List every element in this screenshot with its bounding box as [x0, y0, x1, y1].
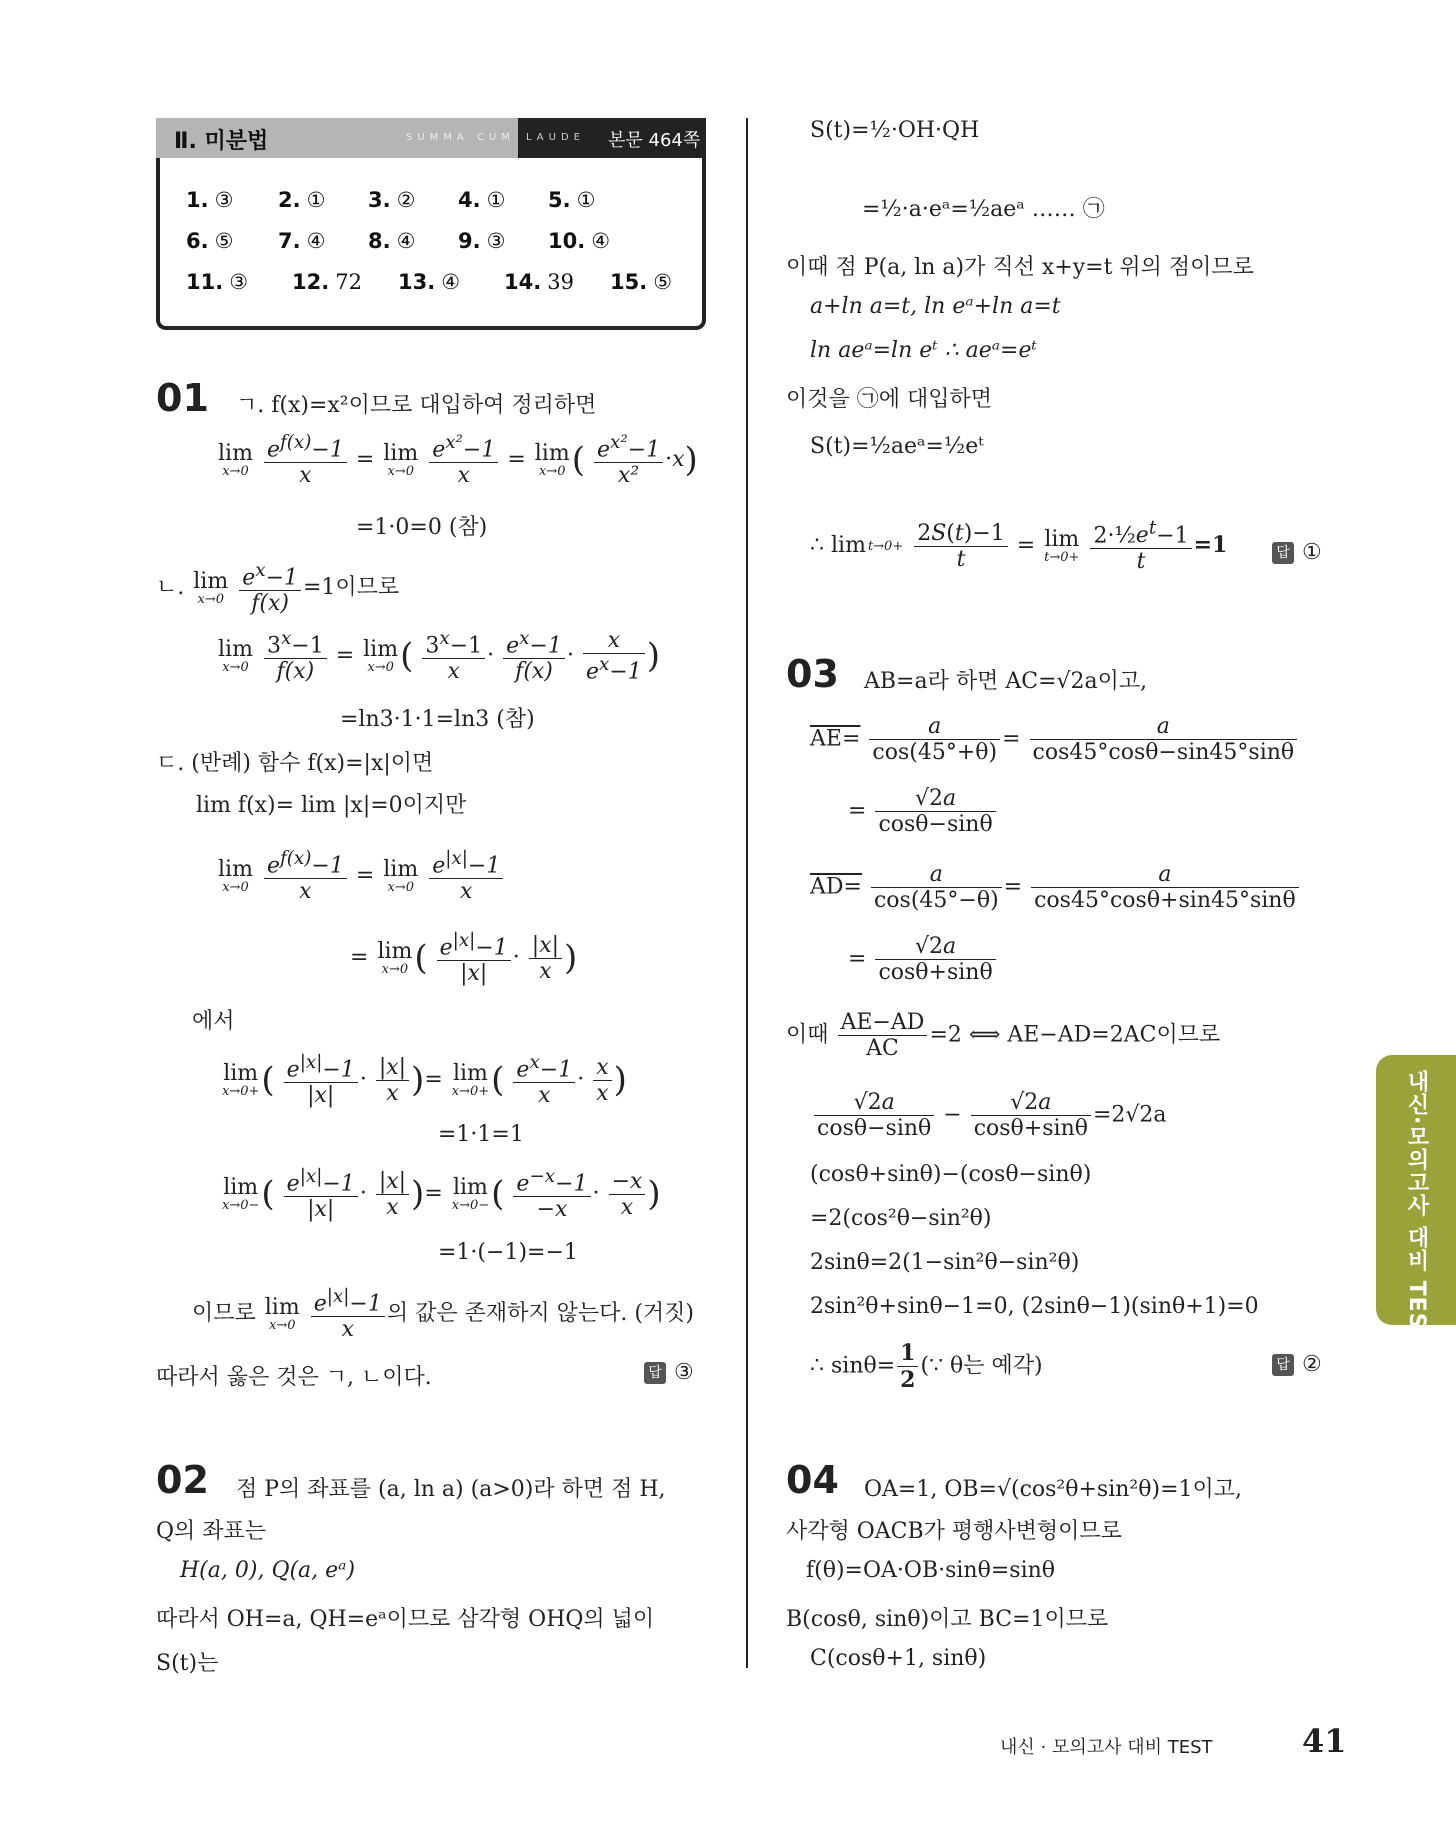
solution-line: 이때 점 P(a, ln a)가 직선 x+y=t 위의 점이므로 — [786, 255, 1254, 280]
answer-item: 12. 72 — [292, 270, 362, 294]
solution-line: C(cosθ+1, sinθ) — [810, 1646, 987, 1671]
equation-line: lim x→0+ ( $\frac{e^{|x|}-1}{|x|}$ · $\frac{|x|}{x}$ )= lim x→0+ ( $\frac{e^x-1}{x}$ · $\frac{x}{x}$ ) — [222, 1052, 627, 1109]
equation-line: AD= $\frac{a}{\cos(45^\circ-\theta)}$ = $\frac{a}{\cos 45^\circ\cos\theta+\sin 45^\circ\sin\theta}$ — [810, 862, 1301, 913]
solution-line: 2sinθ=2(1−sin²θ−sin²θ) — [810, 1250, 1080, 1275]
equation-line: $\frac{√2a}{\cos\theta-\sin\theta}$ − $\frac{√2a}{\cos\theta+\sin\theta}$ =2√2a — [812, 1090, 1167, 1141]
solution-line: OA=1, OB=√(cos²θ+sin²θ)=1이고, — [864, 1477, 1243, 1502]
solution-line: =1·(−1)=−1 — [438, 1240, 578, 1265]
solution-line: =2(cos²θ−sin²θ) — [810, 1206, 992, 1231]
equation-line: = lim x→0 ( $\frac{e^{|x|}-1}{|x|}$ · $\frac{|x|}{x}$ ) — [350, 930, 578, 987]
solution-line: ㄱ. f(x)=x²이므로 대입하여 정리하면 — [236, 393, 597, 418]
column-divider — [746, 118, 748, 1668]
answer-item: 10. ④ — [548, 229, 611, 253]
solution-line: a+ln a=t, ln eᵃ+ln a=t — [810, 294, 1061, 319]
solution-line: Q의 좌표는 — [156, 1519, 267, 1544]
answer-item: 8. ④ — [368, 229, 416, 253]
solution-line: AB=a라 하면 AC=√2a이고, — [864, 669, 1148, 694]
answer-item: 5. ① — [548, 188, 596, 212]
equation-line: = $\frac{√2a}{\cos\theta-\sin\theta}$ — [848, 786, 998, 837]
answer-item: 7. ④ — [278, 229, 326, 253]
answer-item: 11. ③ — [186, 270, 249, 294]
solution-line: 이것을 ㉠에 대입하면 — [786, 387, 993, 412]
equation-line: 이때 $\frac{AE-AD}{AC}$ =2 ⟺ AE−AD=2AC이므로 — [786, 1010, 1221, 1061]
answer-mark-icon: 답 — [644, 1362, 666, 1384]
answer-item: 3. ② — [368, 188, 416, 212]
solution-line: 점 P의 좌표를 (a, ln a) (a>0)라 하면 점 H, — [236, 1477, 666, 1502]
solution-line: 따라서 옳은 것은 ㄱ, ㄴ이다. — [156, 1365, 432, 1390]
reference-page: 본문 464쪽 — [608, 130, 701, 151]
equation-line: lim x→0 $\frac{e^{f(x)}-1}{x}$ = lim x→0 $\frac{e^{|x|}-1}{x}$ — [216, 848, 505, 904]
solution-line: =1·1=1 — [438, 1122, 524, 1147]
equation-line: 이므로 lim x→0 $\frac{e^{|x|}-1}{x}$ 의 값은 존재하지 않는다. (거짓) — [192, 1286, 695, 1343]
answer-mark-icon: 답 — [1272, 542, 1294, 564]
equation-line: ∴ sinθ= $\frac{1}{2}$ (∵ θ는 예각) — [810, 1340, 1043, 1393]
problem-number: 03 — [786, 652, 839, 696]
answer-item: 14. 39 — [504, 270, 574, 294]
answer-label: 답 ② — [1272, 1352, 1322, 1377]
answer-item: 4. ① — [458, 188, 506, 212]
side-tab-label: 내신·모의고사 대비 TEST — [1404, 1070, 1429, 1346]
answer-item: 1. ③ — [186, 188, 234, 212]
equation-line: lim x→0 $\frac{3^x-1}{f(x)}$ = lim x→0 ( $\frac{3^x-1}{x}$ · $\frac{e^x-1}{f(x)}$ · $\frac{x}{e^x-1}$ ) — [218, 628, 661, 685]
solution-line: f(θ)=OA·OB·sinθ=sinθ — [806, 1558, 1056, 1583]
page-number: 41 — [1302, 1722, 1347, 1760]
equation-line: ∴ lim t→0+ $\frac{2S(t)-1}{t}$ = lim t→0+ $\frac{2\cdot\frac{1}{2}e^t-1}{t}$ =1 — [810, 518, 1228, 575]
answer-item: 6. ⑤ — [186, 229, 234, 253]
equation-line: lim x→0 $\frac{e^{f(x)}-1}{x}$ = lim x→0 $\frac{e^{x^2}-1}{x}$ = lim x→0 ( $\frac{e^{x^2}-1}{\text{x²}}$ ·x) — [218, 432, 698, 489]
equation-line: AE= $\frac{a}{\cos(45^\circ+\theta)}$ = $\frac{a}{\cos 45^\circ\cos\theta-\sin 45^\circ\sin\theta}$ — [810, 714, 1299, 765]
solution-line: lim f(x)= lim |x|=0이지만 — [196, 793, 467, 818]
solution-line: 에서 — [192, 1009, 235, 1034]
solution-line: 사각형 OACB가 평행사변형이므로 — [786, 1519, 1122, 1544]
answer-item: 15. ⑤ — [610, 270, 673, 294]
answer-mark-icon: 답 — [1272, 1354, 1294, 1376]
chapter-title: Ⅱ. 미분법 — [174, 129, 269, 154]
solution-line: =½·a·eᵃ=½aeᵃ …… ㉠ — [862, 197, 1105, 222]
solution-line: 따라서 OH=a, QH=eᵃ이므로 삼각형 OHQ의 넓이 — [156, 1607, 655, 1632]
solution-line: S(t)=½·OH·QH — [810, 118, 980, 143]
equation-line: = $\frac{√2a}{\cos\theta+\sin\theta}$ — [848, 934, 998, 985]
answer-item: 9. ③ — [458, 229, 506, 253]
solution-line: B(cosθ, sinθ)이고 BC=1이므로 — [786, 1607, 1109, 1632]
answer-label: 답 ③ — [644, 1360, 694, 1385]
solution-line: H(a, 0), Q(a, eᵃ) — [180, 1558, 356, 1583]
equation-line: lim x→0− ( $\frac{e^{|x|}-1}{|x|}$ · $\frac{|x|}{x}$ )= lim x→0− ( $\frac{e^{-x}-1}{-x}$ · $\frac{-x}{x}$ ) — [222, 1166, 661, 1223]
solution-line: 2sin²θ+sinθ−1=0, (2sinθ−1)(sinθ+1)=0 — [810, 1294, 1259, 1319]
problem-number: 01 — [156, 376, 209, 420]
answer-item: 13. ④ — [398, 270, 461, 294]
brand-text-right: LAUDE — [526, 132, 585, 143]
solution-line: (cosθ+sinθ)−(cosθ−sinθ) — [810, 1162, 1092, 1187]
solution-line: ㄷ. (반례) 함수 f(x)=|x|이면 — [156, 751, 434, 776]
answer-box-header — [156, 118, 706, 158]
solution-line: S(t)=½aeᵃ=½eᵗ — [810, 434, 984, 459]
solution-line: S(t)는 — [156, 1651, 219, 1676]
solution-line: =1·0=0 (참) — [356, 515, 488, 540]
footer-text: 내신 · 모의고사 대비 TEST — [1000, 1737, 1213, 1758]
problem-number: 02 — [156, 1458, 209, 1502]
solution-line: =ln3·1·1=ln3 (참) — [340, 707, 535, 732]
equation-line: ㄴ. lim x→0 $\frac{e^x-1}{f(x)}$ =1이므로 — [156, 560, 400, 617]
answer-item: 2. ① — [278, 188, 326, 212]
brand-text-left: SUMMA CUM — [406, 132, 515, 143]
problem-number: 04 — [786, 1458, 839, 1502]
answer-label: 답 ① — [1272, 540, 1322, 565]
solution-line: ln aeᵃ=ln eᵗ ∴ aeᵃ=eᵗ — [810, 338, 1037, 363]
